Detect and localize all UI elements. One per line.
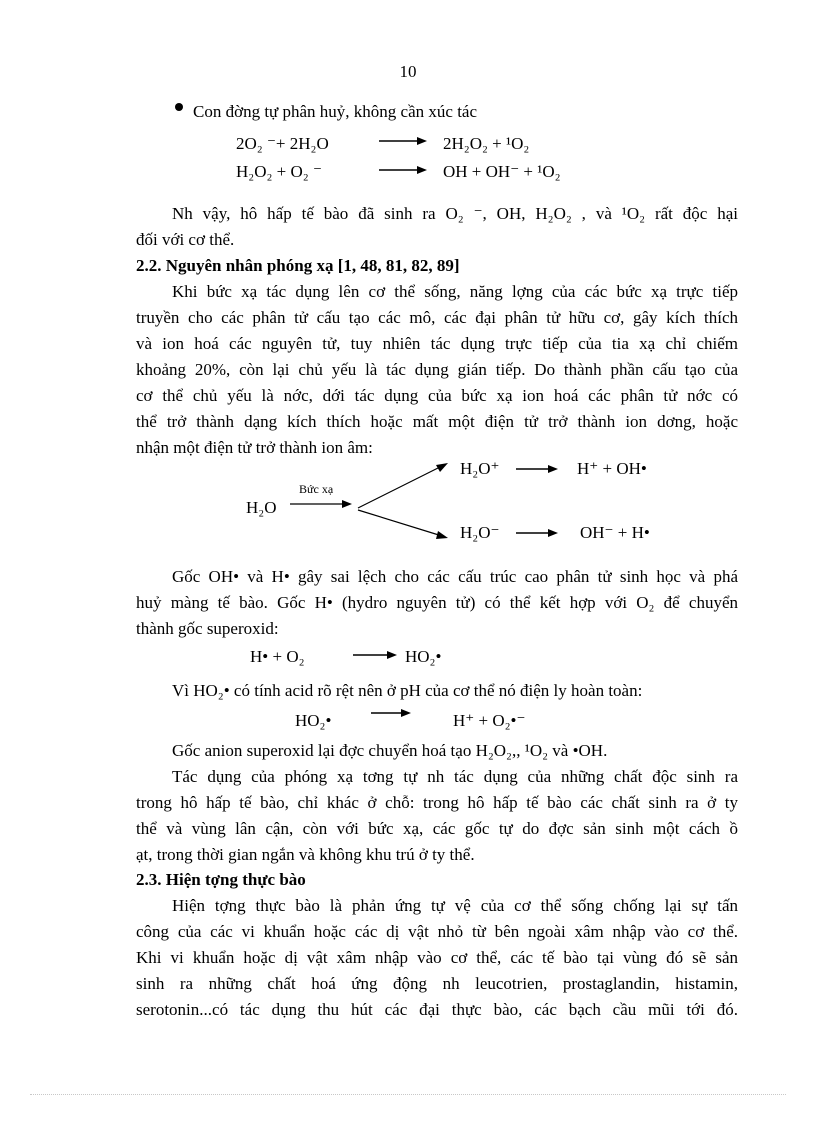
equation-3-arrow [353, 650, 397, 660]
paragraph-2-line-1: Khi bức xạ tác dụng lên cơ thể sống, năng lợng của các bức xạ trực tiếp [172, 282, 738, 301]
page-number: 10 [399, 62, 417, 81]
paragraph-2-line-6: thể trở thành dạng kích thích hoặc mất một điện tử trở thành ion dơng, hoặc [136, 412, 738, 431]
diagram-upper-arrow [516, 464, 558, 474]
equation-2-left: H₂O₂ + O₂ ⁻ [236, 162, 322, 181]
diagram-branch-arrows [288, 462, 458, 542]
diagram-lower-arrow [516, 528, 558, 538]
paragraph-2-line-2: truyền cho các phân tử cấu tạo các mô, các đại phân tử hữu cơ, gây kích thích [136, 308, 738, 327]
footer-divider [30, 1094, 786, 1095]
paragraph-2-line-5: cơ thể chủ yếu là nớc, dới tác dụng của bức xạ ion hoá các phân tử nớc có [136, 386, 738, 405]
equation-1-arrow [379, 136, 427, 146]
paragraph-7-line-5: serotonin...có tác dụng thu hút các đại thực bào, các bạch cầu mũi tới đó. [136, 1000, 738, 1019]
paragraph-3-line-2: huỷ màng tế bào. Gốc H• (hydro nguyên tử) có thể kết hợp với O₂ để chuyển [136, 593, 738, 612]
paragraph-3-line-1: Gốc OH• và H• gây sai lệch cho các cấu trúc cao phân tử sinh học và phá [172, 567, 738, 586]
diagram-source: H₂O [246, 498, 277, 517]
paragraph-1-line-2: đối với cơ thể. [136, 230, 235, 249]
paragraph-1-line-1: Nh vậy, hô hấp tế bào đã sinh ra O₂ ⁻, OH, H₂O₂ , và ¹O₂ rất độc hại [172, 204, 738, 223]
diagram-upper-product: H₂O⁺ [460, 459, 500, 478]
paragraph-6-line-2: trong hô hấp tế bào, chỉ khác ở chỗ: trong hô hấp tế bào các chất sinh ra ở ty [136, 793, 738, 812]
equation-4-left: HO₂• [295, 711, 332, 730]
paragraph-2-line-4: khoảng 20%, còn lại chủ yếu là tác dụng gián tiếp. Do thành phần cấu tạo của [136, 360, 738, 379]
equation-2-right: OH + OH⁻ + ¹O₂ [443, 162, 561, 181]
paragraph-7-line-3: Khi vi khuẩn hoặc dị vật xâm nhập vào cơ thể, các tế bào tại vùng đó sẽ sản [136, 948, 738, 967]
paragraph-3-line-3: thành gốc superoxid: [136, 619, 279, 638]
paragraph-2-line-3: và ion hoá các nguyên tử, tuy nhiên tác dụng trực tiếp của tia xạ chỉ chiếm [136, 334, 738, 353]
equation-2-arrow [379, 165, 427, 175]
equation-3-right: HO₂• [405, 647, 442, 666]
equation-4-arrow [371, 708, 411, 718]
equation-3-left: H• + O₂ [250, 647, 305, 666]
paragraph-6-line-1: Tác dụng của phóng xạ tơng tự nh tác dụng của những chất độc sinh ra [172, 767, 738, 786]
heading-2-2: 2.2. Nguyên nhân phóng xạ [1, 48, 81, 82, 89] [136, 256, 460, 275]
paragraph-6-line-4: ạt, trong thời gian ngắn và không khu trú ở ty thể. [136, 845, 475, 864]
paragraph-7-line-1: Hiện tợng thực bào là phản ứng tự vệ của cơ thể sống chống lại sự tấn [172, 896, 738, 915]
paragraph-7-line-2: công của các vi khuẩn hoặc các dị vật nhỏ từ bên ngoài xâm nhập vào cơ thể. [136, 922, 738, 941]
paragraph-2-line-7: nhận một điện tử trở thành ion âm: [136, 438, 373, 457]
equation-1-right: 2H₂O₂ + ¹O₂ [443, 134, 530, 153]
paragraph-4: Vì HO₂• có tính acid rõ rệt nên ở pH của cơ thể nó điện ly hoàn toàn: [172, 681, 643, 700]
diagram-upper-result: H⁺ + OH• [577, 459, 647, 478]
paragraph-5: Gốc anion superoxid lại đợc chuyển hoá tạo H₂O₂,, ¹O₂ và •OH. [172, 741, 608, 760]
equation-1-left: 2O₂ ⁻+ 2H₂O [236, 134, 329, 153]
bullet-icon [175, 103, 183, 111]
heading-2-3: 2.3. Hiện tợng thực bào [136, 870, 306, 889]
bullet-heading: Con đờng tự phân huỷ, không cần xúc tác [193, 102, 478, 121]
equation-4-right: H⁺ + O₂•⁻ [453, 711, 526, 730]
diagram-lower-result: OH⁻ + H• [580, 523, 650, 542]
diagram-lower-product: H₂O⁻ [460, 523, 500, 542]
diagram-arrow-label: Bức xạ [299, 482, 334, 496]
paragraph-6-line-3: thể và vùng lân cận, còn với bức xạ, các gốc tự do đợc sản sinh một cách ồ [136, 819, 738, 838]
paragraph-7-line-4: sinh ra những chất hoá ứng động nh leucotrien, prostaglandin, histamin, [136, 974, 738, 993]
